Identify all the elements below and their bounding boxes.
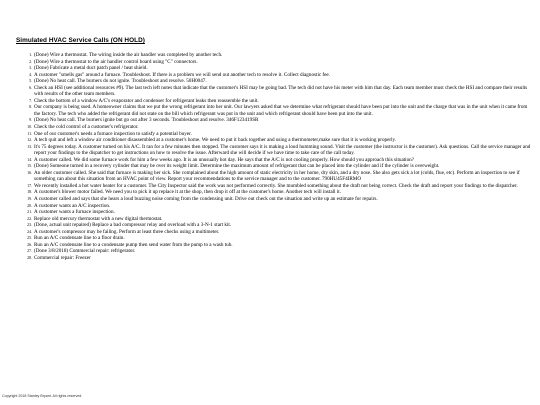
list-item-number: 28. bbox=[27, 255, 32, 260]
list-item-text: It's 75 degrees today. A customer turned on his A/C. It ran for a few minutes then stopped. The customer says it is making a loud humming sound. Visit the customer (the instructor is the customer). Ask questions. Call the service manager and report your findings to the dispatcher to get instructions on how to resolve the issue. Afterward she will decide if we have time to take care of the call today. bbox=[34, 143, 531, 157]
list-item-number: 21. bbox=[27, 210, 32, 215]
list-item-text: (Done) Someone turned in a recovery cylinder that may be over its weight limit. Determine the maximum amount of refrigerant that can be placed into the cylinder and if the cylinder is overweight. bbox=[34, 163, 440, 170]
list-item bbox=[27, 143, 534, 157]
list-item-text: A customer's compressor may be failing. Perform at least three checks using a multimeter. bbox=[34, 228, 220, 235]
list-item-number: 5. bbox=[29, 79, 32, 84]
list-item-number: 11. bbox=[27, 131, 32, 136]
list-item-number: 15. bbox=[27, 164, 32, 169]
list-item-number: 18. bbox=[27, 190, 32, 195]
list-item-text: We recently installed a hot water heater for a customer. The City Inspector said the work was not performed correctly. She mumbled something about the draft not being correct. Check the draft and report your findings to the dispatcher. bbox=[34, 182, 518, 189]
list-item-text: A customer's blower motor failed. We need you to pick it up replace it at the shop, then drop it off at the customer's home. Another tech will install it. bbox=[34, 189, 341, 196]
list-item-number: 3. bbox=[29, 66, 32, 71]
list-item-number: 13. bbox=[27, 144, 32, 149]
list-item-number: 24. bbox=[27, 229, 32, 234]
list-item-text: Replace old mercury thermostat with a new digital thermostat. bbox=[34, 215, 163, 222]
service-call-list bbox=[27, 52, 534, 262]
list-item bbox=[29, 84, 534, 98]
list-item-text: Check an HSI (see additional resources #9). The last tech left notes that indicate that the customer's HSI may be going bad. The tech did not have his meter with him that day. Each team member must check the HSI and compare their results with results of the other team members. bbox=[34, 84, 528, 98]
list-item-number: 10. bbox=[27, 125, 32, 130]
list-item-text: A tech quit and left a window air conditioner disassembled at a customer's home. We need to put it back together and using a thermometer,make sure that it is working properly. bbox=[34, 137, 397, 144]
list-item-text: (Done) Wire a thermostat. The wiring inside the air handler was completed by another tech. bbox=[34, 52, 223, 58]
list-item-text: (Done) No heat call. The burners ignite but go out after 3 seconds. Troubleshoot and resolve. 346F123419SR bbox=[34, 117, 259, 124]
list-item-number: 27. bbox=[27, 249, 32, 254]
list-item-text: A customer "smells gas" around a furnace. Troubleshoot. If there is a problem we will send out another tech to resolve it. Collect diagnostic fee. bbox=[34, 71, 330, 78]
list-item-number: 20. bbox=[27, 203, 32, 208]
copyright-footer: Copyright 2018 Stanley Bryant. All rights reserved. bbox=[2, 394, 83, 398]
list-item-text: (Done) Wire a thermostat to the air handler control board using "C" connectors. bbox=[34, 58, 198, 65]
list-item-number: 26. bbox=[27, 242, 32, 247]
list-item-text: A customer called. We did some furnace work for him a few weeks ago. It is an unusually hot day. He says that the A/C is not cooling properly. How should you approach this situation? bbox=[34, 156, 415, 163]
list-item-number: 25. bbox=[27, 236, 32, 241]
list-item-number: 14. bbox=[27, 157, 32, 162]
list-item bbox=[27, 169, 534, 183]
list-item-number: 7. bbox=[29, 98, 32, 103]
list-item-text: One of our customer's needs a furnace inspection to satisfy a potential buyer. bbox=[34, 130, 192, 137]
list-item-number: 8. bbox=[29, 105, 32, 110]
list-item-number: 1. bbox=[29, 53, 32, 57]
list-item bbox=[29, 104, 534, 117]
list-item-text: A customer wants an A/C inspection. bbox=[34, 202, 111, 209]
list-item-text: (Done 3/8/2018) Commercial repair: refrigerator. bbox=[34, 248, 136, 255]
list-item-text: Run an A/C condensate line to a condensate pump then send water from the pump to a wash tub. bbox=[34, 241, 233, 248]
list-item-number: 16. bbox=[27, 170, 32, 175]
list-item-number: 23. bbox=[27, 223, 32, 228]
list-item-number: 4. bbox=[29, 72, 32, 77]
list-item-number: 17. bbox=[27, 183, 32, 188]
list-item-text: Check the bottom of a window A/C's evaporator and condenser for refrigerant leaks then reassemble the unit. bbox=[34, 97, 259, 104]
list-item-text: Commercial repair: Freezer bbox=[34, 254, 91, 261]
list-item-number: 12. bbox=[27, 138, 32, 143]
list-item-text: Run an A/C condensate line to a floor drain. bbox=[34, 235, 125, 242]
page-title: Simulated HVAC Service Calls (ON HOLD) bbox=[16, 37, 145, 44]
list-item-text: (Done) Fabricate a metal duct patch panel / heat shield. bbox=[34, 65, 148, 72]
list-item-number: 22. bbox=[27, 216, 32, 221]
list-item-text: (Done, actual unit repaired) Replace a bad compressor relay and overload with a 3-N-1 start kit. bbox=[34, 222, 232, 229]
list-item bbox=[27, 254, 534, 262]
list-item-text: An older customer called. She said that furnace is making her sick. She complained about the high amount of static electricity in her home, dry skin, and a dry nose. She also gets sick a lot (colds, flue, etc). Perform an inspection to see if something can about this situation from an HVAC point of view. Report your recommendations to the service manager and to the customer. 790HU45F4IRMO bbox=[34, 169, 520, 183]
list-item-number: 9. bbox=[29, 118, 32, 123]
list-item-text: A customer called and says that she hears a loud buzzing noise coming from the condensing unit. Drive out check out the situation and write up an estimate for repairs. bbox=[34, 196, 378, 203]
list-item-number: 2. bbox=[29, 59, 32, 64]
list-item-text: A customer wants a furnace inspection. bbox=[34, 209, 115, 216]
list-item-number: 6. bbox=[29, 85, 32, 90]
list-item-text: Check the cold control of a customer's refrigerator. bbox=[34, 124, 139, 131]
list-item-number: 19. bbox=[27, 197, 32, 202]
list-item-text: Our company is being sued. A homeowner claims that we put the wrong refrigerant into her unit. Our lawyers asked that we determine what refrigerant should have been put into the unit and the charge that was in the unit when it came from the factory. The tech who added the refrigerant did not state on the bill which refrigerant was put in the unit and which refrigerant should have been put into the unit. bbox=[34, 104, 528, 117]
list-item-text: (Done) No heat call. The burners do not ignite. Troubleshoot and resolve. 50H0047. bbox=[34, 78, 207, 85]
